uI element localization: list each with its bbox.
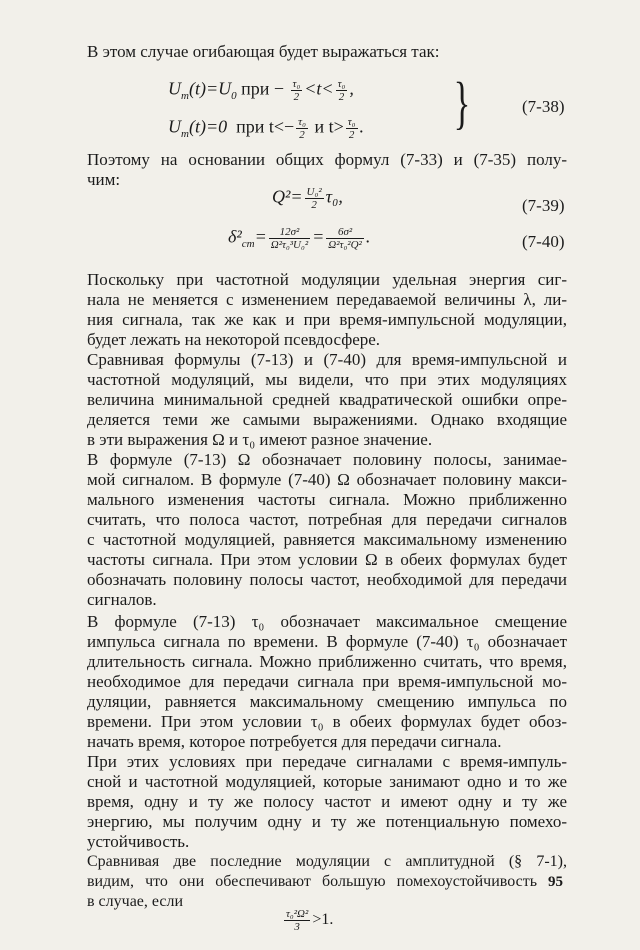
eq-738-line-1: $U_m(t)=U_0$ при − $\frac{\text{τ₀}}{2}$ <t< $\frac{\text{τ₀}}{2}$ , — [168, 78, 354, 103]
p4-line-4: необходимое для передачи сигнала при время-импульсной мо- — [87, 672, 567, 691]
p3-line-4: считать, что полоса частот, потребная для передачи сигналов — [87, 510, 567, 529]
p1-line-4: будет лежать на некоторой псевдосфере. — [87, 330, 381, 349]
p4-line-6: времени. При этом условии τ₀ в обеих формулах будет обоз- — [87, 712, 567, 731]
p3-line-1: В формуле (7-13) Ω обозначает половину полосы, занимае- — [87, 450, 567, 469]
eq-738-line-2: $U_m(t)=0$ при t<− $\frac{\text{τ₀}}{2}$ и t> $\frac{\text{τ₀}}{2}$ . — [168, 116, 364, 141]
p5-line-5: устойчивость. — [87, 832, 190, 851]
eq-740: $\delta^2_{cm}=$ $\frac{\text{12σ²}}{\text{Ω²τ₀³U₀²}}$ = $\frac{\text{6σ²}}{\text{Ω²τ₀²Q²}}$ . — [228, 226, 371, 251]
p3-line-5: с частотной модуляцией, равняется максимальному изменению — [87, 530, 567, 549]
p1-line-3: ния сигнала, так же как и при время-импульсной модуляции, — [87, 310, 567, 329]
p6-line-3: в случае, если — [87, 893, 184, 910]
p6-line-1: Сравнивая две последние модуляции с амплитудной (§ 7-1), — [87, 853, 567, 870]
p4-line-7: начать время, которое потребуется для передачи сигнала. — [87, 732, 502, 751]
eq-738-number: (7-38) — [522, 97, 565, 116]
p2-line-3: величина минимальной средней квадратической ошибки опре- — [87, 390, 567, 409]
p2-line-1: Сравнивая формулы (7-13) и (7-40) для время-импульсной и — [87, 350, 567, 369]
p1-line-2: нала не меняется с изменением передаваемой величины λ, ли- — [87, 290, 567, 309]
p5-line-1: При этих условиях при передаче сигналами с время-импуль- — [87, 752, 567, 771]
right-brace: } — [453, 70, 471, 135]
final-inequality: $\frac{\text{τ₀²Ω²}}{3}$ >1. — [286, 908, 334, 933]
p3-line-6: частоты сигнала. При этом условии Ω в обеих формулах будет — [87, 550, 567, 569]
therefore-line-1: Поэтому на основании общих формул (7-33) и (7-35) полу- — [87, 150, 567, 169]
p4-line-1: В формуле (7-13) τ₀ обозначает максимальное смещение — [87, 612, 567, 631]
p4-line-5: дуляции, равняется максимальному смещению импульса по — [87, 692, 567, 711]
page-number: 95 — [548, 874, 563, 890]
eq-740-number: (7-40) — [522, 232, 565, 251]
p4-line-3: длительность сигнала. Можно приближенно считать, что время, — [87, 652, 567, 671]
p3-line-7: обозначать половину полосы частот, необходимой для передачи — [87, 570, 567, 589]
p1-line-1: Поскольку при частотной модуляции удельная энергия сиг- — [87, 270, 567, 289]
p5-line-2: сной и частотной модуляцией, которые занимают одно и то же — [87, 772, 567, 791]
p3-line-3: мального изменения частоты сигнала. Можно приближенно — [87, 490, 567, 509]
therefore-line-2: чим: — [87, 170, 121, 189]
eq-739: Q²= $\frac{\text{U₀²}}{2}$ τ₀, — [272, 186, 343, 211]
p3-line-8: сигналов. — [87, 590, 157, 609]
p6-line-2: видим, что они обеспечивают большую помехоустойчивость — [87, 873, 537, 890]
p2-line-5: в эти выражения Ω и τ₀ имеют разное значение. — [87, 430, 433, 449]
p3-line-2: мой сигналом. В формуле (7-40) Ω обозначает половину макси- — [87, 470, 567, 489]
p5-line-3: время, одну и ту же полосу частот и имеют одну и ту же — [87, 792, 567, 811]
p2-line-2: частотной модуляций, мы видели, что при этих модуляциях — [87, 370, 567, 389]
eq-739-number: (7-39) — [522, 196, 565, 215]
intro-line: В этом случае огибающая будет выражаться так: — [87, 42, 440, 61]
p4-line-2: импульса сигнала по времени. В формуле (7-40) τ₀ обозначает — [87, 632, 567, 651]
p5-line-4: энергию, мы получим одну и ту же потенциальную помехо- — [87, 812, 567, 831]
p2-line-4: деляется теми же самыми выражениями. Однако входящие — [87, 410, 567, 429]
